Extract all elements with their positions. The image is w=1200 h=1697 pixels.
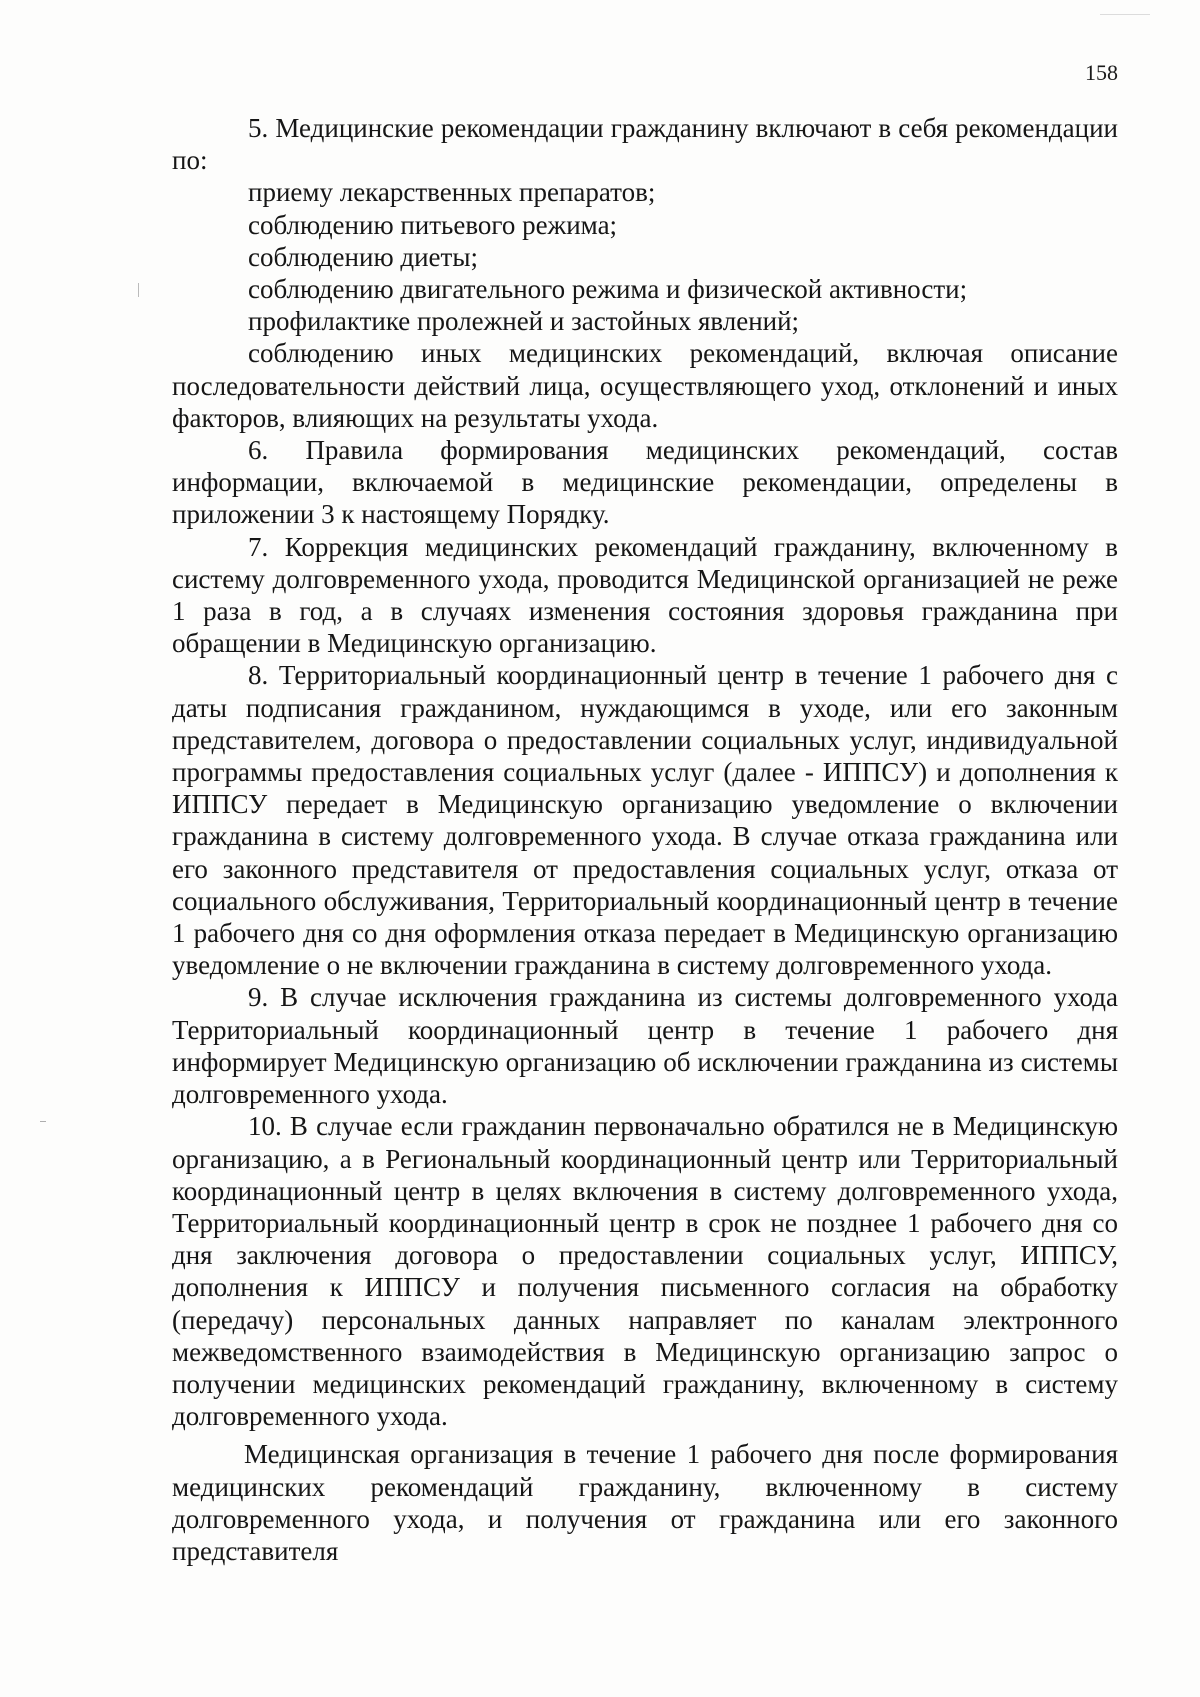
paragraph-7: 7. Коррекция медицинских рекомендаций гражданину, включенному в систему долговременного ухода, проводится Медицинской организацией не реже 1 раза в год, а в случаях изменения состояния здоровья гражданина при обращении в Медицинскую организацию.	[172, 531, 1118, 659]
list-item: соблюдению питьевого режима;	[248, 209, 618, 240]
paragraph-9: 9. В случае исключения гражданина из системы долговременного ухода Территориальный координационный центр в течение 1 рабочего дня информирует Медицинскую организацию об исключении гражданина из системы долговременного ухода.	[172, 982, 1118, 1110]
paragraph-continuation: Медицинская организация в течение 1 рабочего дня после формирования медицинских рекомендаций гражданину, включенному в систему долговременного ухода, и получения от гражданина или его законного представителя	[172, 1439, 1118, 1566]
page-number: 158	[1085, 60, 1118, 85]
scan-artifact	[1100, 14, 1150, 15]
list-item: соблюдению иных медицинских рекомендаций, включая описание последовательности действий лица, осуществляющего уход, отклонений и иных факторов, влияющих на результаты ухода.	[172, 338, 1118, 433]
list-item: профилактике пролежней и застойных явлений;	[248, 306, 800, 337]
paragraph-8: 8. Территориальный координационный центр в течение 1 рабочего дня с даты подписания гражданином, нуждающимся в уходе, или его законным представителем, договора о предоставлении социальных услуг, индивидуальной программы предоставления социальных услуг (далее - ИППСУ) и дополнения к ИППСУ передает в Медицинскую организацию уведомление о включении гражданина в систему долговременного ухода. В случае отказа гражданина или его законного представителя от предоставления социальных услуг, отказа от социального обслуживания, Территориальный координационный центр в течение 1 рабочего дня со дня оформления отказа передает в Медицинскую организацию уведомление о не включении гражданина в систему долговременного ухода.	[172, 660, 1118, 981]
scan-artifact	[138, 283, 139, 297]
paragraph-6: 6. Правила формирования медицинских рекомендаций, состав информации, включаемой в медицинские рекомендации, определены в приложении 3 к настоящему Порядку.	[172, 435, 1118, 530]
list-item: соблюдению диеты;	[248, 241, 478, 272]
scan-artifact	[40, 1121, 46, 1122]
paragraph-10: 10. В случае если гражданин первоначально обратился не в Медицинскую организацию, а в Региональный координационный центр или Территориальный координационный центр в целях включения в систему долговременного ухода, Территориальный координационный центр в срок не позднее 1 рабочего дня со дня заключения договора о предоставлении социальных услуг, ИППСУ, дополнения к ИППСУ и получения письменного согласия на обработку (передачу) персональных данных направляет по каналам электронного межведомственного взаимодействия в Медицинскую организацию запрос о получении медицинских рекомендаций гражданину, включенному в систему долговременного ухода.	[172, 1111, 1118, 1432]
list-item: приему лекарственных препаратов;	[248, 177, 656, 208]
paragraph-5-intro: 5. Медицинские рекомендации гражданину включают в себя рекомендации по:	[172, 113, 1118, 176]
document-body	[172, 112, 1118, 1567]
list-item: соблюдению двигательного режима и физической активности;	[248, 274, 968, 305]
